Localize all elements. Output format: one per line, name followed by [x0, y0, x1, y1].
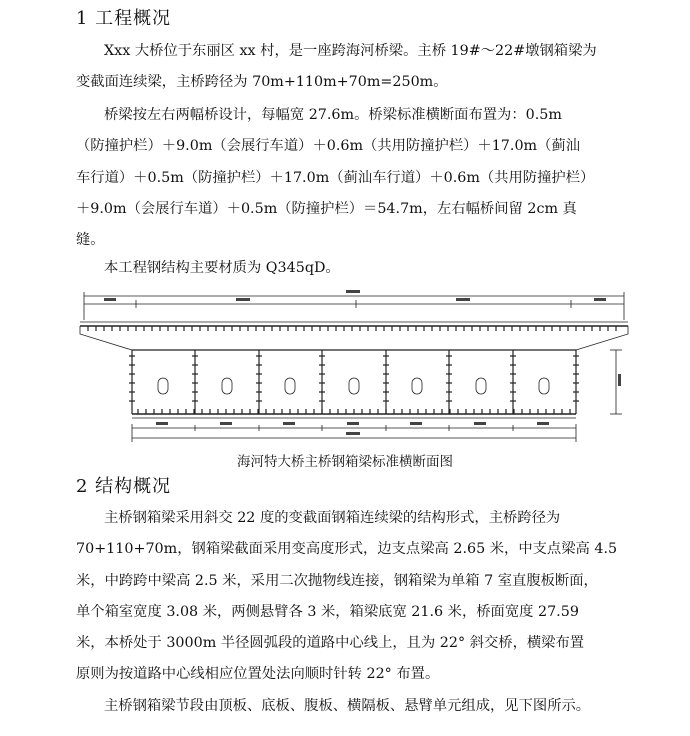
text-line: 桥梁按左右两幅桥设计，每幅宽 27.6m。桥梁标准横断面布置为：0.5m [104, 107, 562, 123]
text-line: 米，本桥处于 3000m 半径圆弧段的道路中心线上，且为 22° 斜交桥，横梁布置 [76, 635, 585, 652]
section2-para1 [76, 503, 636, 691]
figure-caption: 海河特大桥主桥钢箱梁标准横断面图 [237, 454, 453, 470]
text-line: 单个箱室宽度 3.08 米，两侧悬臂各 3 米，箱梁底宽 21.6 米，桥面宽度 27.59 [76, 603, 579, 620]
section1-para2 [76, 100, 636, 256]
text-line: 变截面连续梁，主桥跨径为 70m+110m+70m=250m。 [76, 74, 448, 91]
section1-para3 [76, 253, 636, 284]
text-line: 米，中跨跨中梁高 2.5 米，采用二次抛物线连接，钢箱梁为单箱 7 室直腹板断面， [76, 572, 598, 589]
text-line: 70+110+70m，钢箱梁截面采用变高度形式，边支点梁高 2.65 米，中支点梁高 4.5 [76, 541, 618, 558]
section1-heading: 1 工程概况 [76, 8, 172, 29]
text-line: 本工程钢结构主要材质为 Q345qD。 [104, 260, 340, 276]
section1-para1 [76, 36, 636, 99]
text-line: Xxx 大桥位于东丽区 xx 村，是一座跨海河桥梁。主桥 19#～22#墩钢箱梁为 [104, 43, 597, 59]
text-line: 主桥钢箱梁采用斜交 22 度的变截面钢箱连续梁的结构形式，主桥跨径为 [104, 510, 561, 526]
text-line: 主桥钢箱梁节段由顶板、底板、腹板、横隔板、悬臂单元组成，见下图所示。 [104, 698, 591, 714]
text-line: ＋9.0m（会展行车道）＋0.5m（防撞护栏）＝54.7m，左右幅桥间留 2cm 真 [76, 200, 577, 217]
cross-section-drawing [76, 286, 636, 446]
text-line: 缝。 [76, 232, 105, 249]
text-line: （防撞护栏）＋9.0m（会展行车道）＋0.6m（共用防撞护栏）＋17.0m（蓟汕 [76, 138, 580, 155]
section2-heading: 2 结构概况 [76, 476, 172, 497]
text-line: 车行道）＋0.5m（防撞护栏）＋17.0m（蓟汕车行道）＋0.6m（共用防撞护栏） [76, 169, 595, 186]
section2-para2 [76, 691, 636, 722]
text-line: 原则为按道路中心线相应位置处法向顺时针转 22° 布置。 [76, 666, 440, 683]
